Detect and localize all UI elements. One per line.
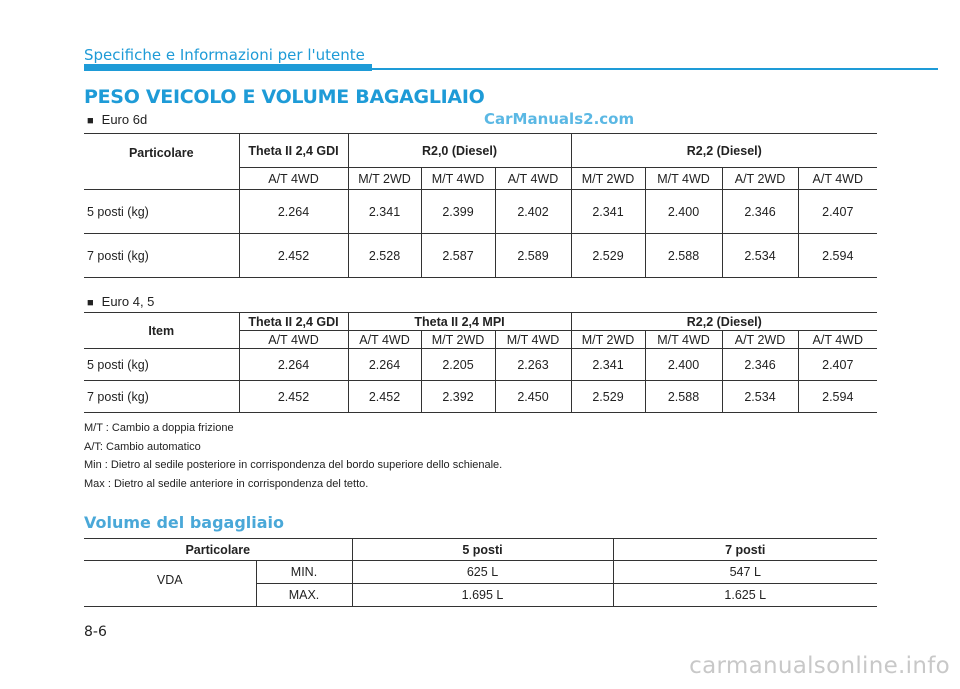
table-header-cell: R2,2 (Diesel) (571, 134, 877, 168)
square-bullet-icon: ■ (87, 297, 94, 309)
table-subheader-cell: M/T 2WD (571, 331, 645, 349)
table-cell: 2.264 (239, 349, 348, 381)
table-subheader-cell: A/T 4WD (798, 168, 877, 190)
footnote: M/T : Cambio a doppia frizione (84, 422, 234, 434)
table-subheader-cell: A/T 4WD (239, 168, 348, 190)
table-subheader-cell: A/T 4WD (239, 331, 348, 349)
footnote: A/T: Cambio automatico (84, 440, 201, 453)
table-cell: 2.594 (798, 234, 877, 278)
table-cell: 2.588 (645, 234, 722, 278)
row-label: 7 posti (kg) (84, 381, 239, 413)
table-subheader-cell: A/T 4WD (348, 331, 421, 349)
table-cell: 2.205 (421, 349, 495, 381)
table-cell: 2.534 (722, 234, 798, 278)
table-row (84, 349, 877, 381)
table-cell: 2.452 (348, 381, 421, 413)
table-subheader-cell: A/T 4WD (798, 331, 877, 349)
table-header-cell: Theta II 2,4 MPI (348, 313, 571, 331)
weight-table-euro6 (84, 133, 877, 278)
table-cell: 2.346 (722, 349, 798, 381)
table-header-cell: Theta II 2,4 GDI (239, 313, 348, 331)
table-cell: 2.341 (571, 349, 645, 381)
table-cell: 1.695 L (352, 584, 613, 607)
table-header-cell: Particolare (84, 134, 239, 190)
table-cell: 625 L (352, 561, 613, 584)
footnote: Min : Dietro al sedile posteriore in corrispondenza del bordo superiore dello schienale. (84, 459, 503, 472)
table-subheader-cell: M/T 2WD (421, 331, 495, 349)
page-number: 8-6 (84, 624, 107, 640)
table-cell: 2.587 (421, 234, 495, 278)
table-cell: 2.392 (421, 381, 495, 413)
chapter-title: Specifiche e Informazioni per l'utente (84, 46, 365, 64)
table-cell: 2.264 (348, 349, 421, 381)
table-cell: 2.529 (571, 381, 645, 413)
section-title: PESO VEICOLO E VOLUME BAGAGLIAIO (84, 86, 485, 108)
table-cell: 2.534 (722, 381, 798, 413)
table-header-cell: R2,2 (Diesel) (571, 313, 877, 331)
row-label: 7 posti (kg) (84, 234, 239, 278)
table-cell: 1.625 L (613, 584, 877, 607)
table-header-cell: R2,0 (Diesel) (348, 134, 571, 168)
table-header-cell: Theta II 2,4 GDI (239, 134, 348, 168)
table-cell: 2.263 (495, 349, 571, 381)
bullet-euro6 (87, 112, 147, 127)
table-cell: MIN. (256, 561, 352, 584)
table-subheader-cell: M/T 2WD (571, 168, 645, 190)
square-bullet-icon: ■ (87, 115, 94, 127)
header-rule (372, 68, 938, 70)
table-header-cell: Particolare (84, 539, 352, 561)
site-watermark: carmanualsonline.info (689, 653, 950, 679)
table-subheader-cell: A/T 4WD (495, 168, 571, 190)
luggage-volume-table (84, 538, 877, 607)
table-row (84, 381, 877, 413)
footnotes (84, 419, 502, 494)
table-cell: 2.452 (239, 381, 348, 413)
header-rule-accent (84, 64, 372, 71)
table-subheader-cell: M/T 4WD (495, 331, 571, 349)
table-cell: 2.346 (722, 190, 798, 234)
table-header-cell: Item (84, 313, 239, 349)
table-subheader-cell: M/T 2WD (348, 168, 421, 190)
table-cell: 2.450 (495, 381, 571, 413)
table-row (84, 234, 877, 278)
table-cell: 2.400 (645, 190, 722, 234)
footnote: Max : Dietro al sedile anteriore in corrispondenza del tetto. (84, 478, 369, 491)
table-cell: 2.594 (798, 381, 877, 413)
table-cell: 2.402 (495, 190, 571, 234)
table-row (84, 561, 877, 584)
table-row (84, 190, 877, 234)
table-subheader-cell: M/T 4WD (421, 168, 495, 190)
luggage-title: Volume del bagagliaio (84, 513, 285, 532)
table-cell: MAX. (256, 584, 352, 607)
table-cell: 2.588 (645, 381, 722, 413)
table-cell: 2.341 (571, 190, 645, 234)
bullet-euro45-label: Euro 4, 5 (101, 294, 155, 309)
bullet-euro45 (87, 294, 154, 309)
table-cell: 2.399 (421, 190, 495, 234)
table-subheader-cell: A/T 2WD (722, 168, 798, 190)
table-subheader-cell: A/T 2WD (722, 331, 798, 349)
table-cell: 2.589 (495, 234, 571, 278)
table-header-cell: 7 posti (613, 539, 877, 561)
table-cell: 2.341 (348, 190, 421, 234)
weight-table-euro45 (84, 312, 877, 413)
watermark-logo: CarManuals2.com (484, 110, 635, 128)
table-cell: 2.407 (798, 190, 877, 234)
table-cell: 2.264 (239, 190, 348, 234)
table-cell: 2.528 (348, 234, 421, 278)
bullet-euro6-label: Euro 6d (101, 112, 148, 127)
table-header-cell: 5 posti (352, 539, 613, 561)
table-cell: 2.400 (645, 349, 722, 381)
row-label: 5 posti (kg) (84, 349, 239, 381)
table-cell: 2.529 (571, 234, 645, 278)
row-label: VDA (84, 561, 256, 607)
table-cell: 2.407 (798, 349, 877, 381)
row-label: 5 posti (kg) (84, 190, 239, 234)
table-subheader-cell: M/T 4WD (645, 168, 722, 190)
table-cell: 2.452 (239, 234, 348, 278)
table-subheader-cell: M/T 4WD (645, 331, 722, 349)
table-cell: 547 L (613, 561, 877, 584)
